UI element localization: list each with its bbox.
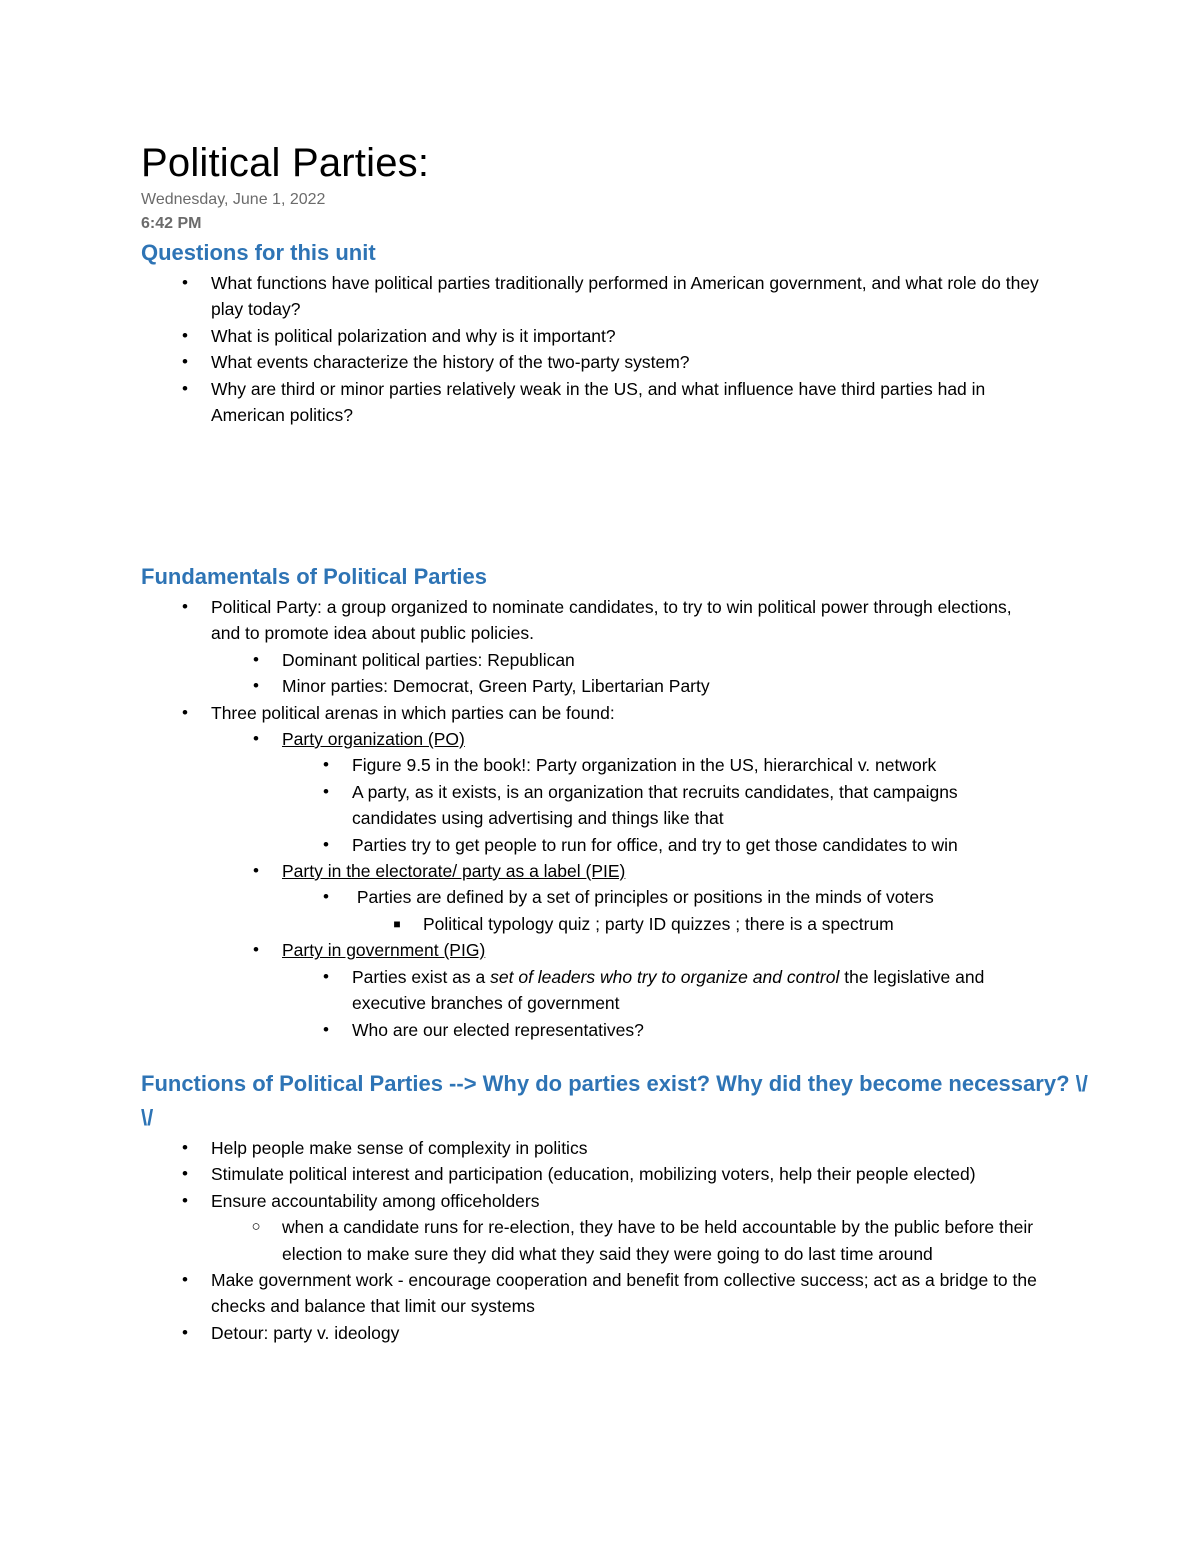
list-item: • What events characterize the history of the two-party system? [211,349,1041,375]
bullet-icon: • [323,834,329,854]
fundamentals-list [141,594,1041,1043]
list-item: • Who are our elected representatives? [352,1017,1041,1043]
page-title: Political Parties: [141,141,430,185]
bullet-icon: • [182,1322,188,1342]
bullet-icon: • [182,352,188,372]
bullet-icon: • [182,1190,188,1210]
bullet-icon: • [182,273,188,292]
list-item: • Ensure accountability among officeholders [211,1188,1041,1214]
bullet-icon: • [253,861,259,881]
bullet-icon: • [182,597,188,616]
list-item: • Parties are defined by a set of principles or positions in the minds of voters [352,884,1041,910]
bullet-icon: • [323,755,329,775]
list-item: • Detour: party v. ideology [211,1320,1041,1346]
list-item: • A party, as it exists, is an organization that recruits candidates, that campaigns candidates using advertising and things like that [352,779,1041,832]
hollow-bullet-icon: ○ [251,1218,261,1236]
bullet-icon: • [182,1164,188,1184]
list-item: • Figure 9.5 in the book!: Party organization in the US, hierarchical v. network [352,752,1041,778]
list-item: • Party in government (PIG) [282,937,1041,963]
bullet-icon: • [323,966,329,986]
fundamentals-heading: Fundamentals of Political Parties [141,564,487,589]
list-item: ○ when a candidate runs for re-election, they have to be held accountable by the public before their election to make sure they did what they said they were going to do last time around [282,1214,1041,1267]
functions-list [141,1135,1041,1346]
bullet-icon: • [323,887,329,907]
list-item: • Why are third or minor parties relatively weak in the US, and what influence have third parties had in American politics? [211,376,1041,429]
list-item: • Help people make sense of complexity in politics [211,1135,1041,1161]
list-item: • Parties try to get people to run for office, and try to get those candidates to win [352,832,1041,858]
bullet-icon: • [323,781,329,801]
list-item: • Parties exist as a set of leaders who try to organize and control the legislative and executive branches of government [352,964,1041,1017]
list-item: • Three political arenas in which parties can be found: [211,700,1041,726]
list-item: ■ Political typology quiz ; party ID quizzes ; there is a spectrum [423,911,1041,937]
list-item: • Political Party: a group organized to nominate candidates, to try to win political power through elections, and to promote idea about public policies. [211,594,1041,647]
list-item: • Party in the electorate/ party as a label (PIE) [282,858,1041,884]
list-item: • Dominant political parties: Republican [282,647,1041,673]
bullet-icon: • [182,702,188,722]
bullet-icon: • [182,1270,188,1290]
list-item: • Minor parties: Democrat, Green Party, Libertarian Party [282,673,1041,699]
note-date: Wednesday, June 1, 2022 [141,191,326,208]
functions-heading: Functions of Political Parties --> Why do parties exist? Why did they become necessary? \/ \/ [141,1071,1088,1130]
bullet-icon: • [253,649,259,669]
list-item: • Make government work - encourage cooperation and benefit from collective success; act as a bridge to the checks and balance that limit our systems [211,1267,1041,1320]
list-item: • Stimulate political interest and participation (education, mobilizing voters, help their people elected) [211,1161,1041,1187]
note-time: 6:42 PM [141,215,202,232]
list-item: • Party organization (PO) [282,726,1041,752]
bullet-icon: • [182,1138,188,1157]
list-item: • What is political polarization and why is it important? [211,323,1041,349]
bullet-icon: • [253,676,259,696]
square-bullet-icon: ■ [393,916,401,931]
questions-list [141,270,1041,428]
bullet-icon: • [323,1019,329,1039]
list-item: • What functions have political parties traditionally performed in American government, and what role do they play today? [211,270,1041,323]
questions-heading: Questions for this unit [141,240,376,265]
bullet-icon: • [253,940,259,960]
bullet-icon: • [182,325,188,345]
bullet-icon: • [182,378,188,398]
bullet-icon: • [253,729,259,749]
